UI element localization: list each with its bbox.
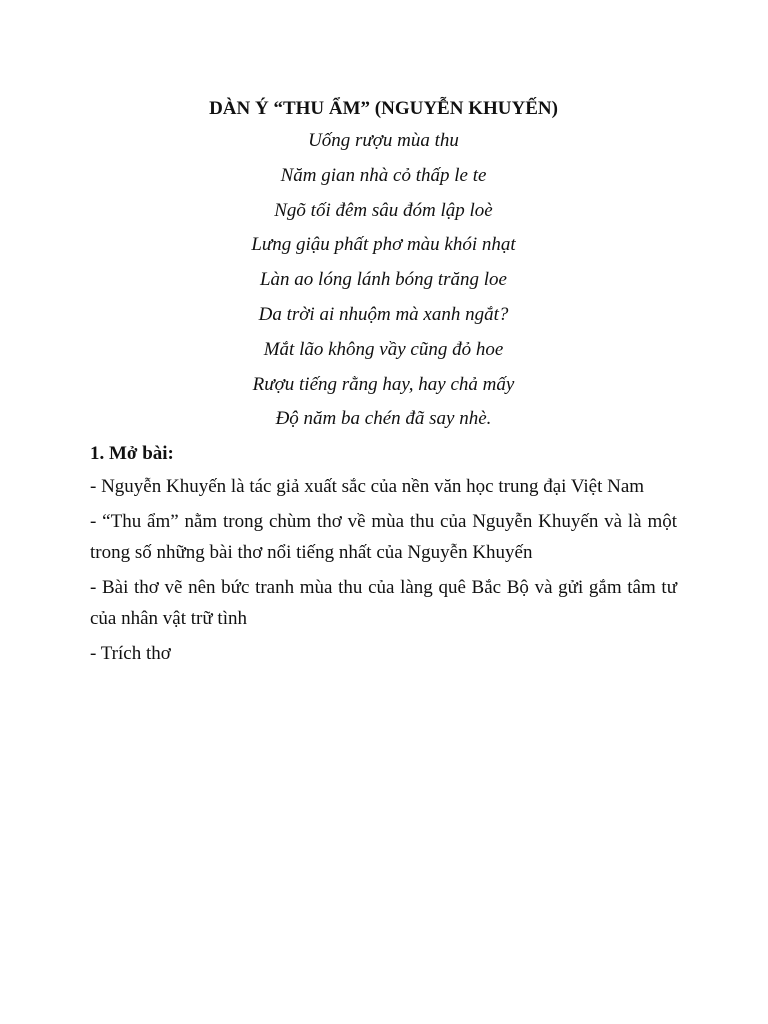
poem-line: Rượu tiếng rằng hay, hay chả mấy [252,373,515,395]
document-page [90,94,677,673]
paragraph: - “Thu ẩm” nằm trong chùm thơ về mùa thu của Nguyễn Khuyến và là một trong số những bài thơ nổi tiếng nhất của Nguyễn Khuyến [90,511,677,564]
paragraph: - Nguyễn Khuyến là tác giả xuất sắc của nền văn học trung đại Việt Nam [90,476,645,498]
poem-line: Năm gian nhà cỏ thấp le te [280,164,487,186]
poem-line: Mắt lão không vầy cũng đỏ hoe [263,338,504,360]
poem-title: Uống rượu mùa thu [308,130,459,151]
section-heading-intro: 1. Mở bài: [90,443,174,465]
poem-line: Lưng giậu phất phơ màu khói nhạt [251,234,516,256]
poem-line: Ngõ tối đêm sâu đóm lập loè [274,199,493,221]
document-title: DÀN Ý “THU ẨM” (NGUYỄN KHUYẾN) [209,98,558,119]
poem-line: Làn ao lóng lánh bóng trăng loe [259,269,507,291]
poem [90,124,677,437]
paragraph: - Bài thơ vẽ nên bức tranh mùa thu của làng quê Bắc Bộ và gửi gắm tâm tư của nhân vật trữ tình [90,577,677,630]
poem-line: Độ năm ba chén đã say nhè. [275,408,492,430]
paragraph: - Trích thơ [90,643,171,665]
poem-line: Da trời ai nhuộm mà xanh ngắt? [258,303,509,325]
